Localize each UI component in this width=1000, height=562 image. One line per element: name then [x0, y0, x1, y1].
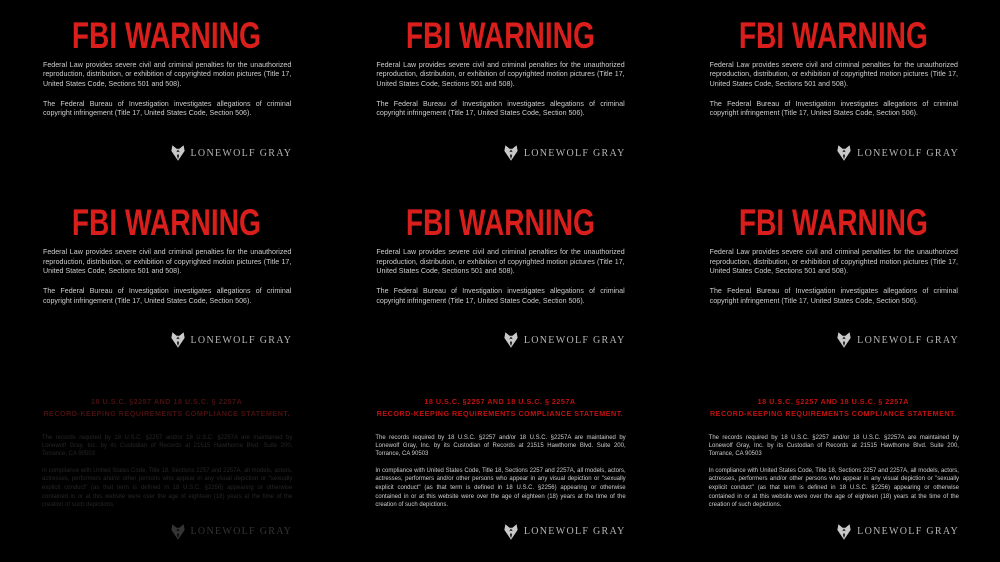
fbi-warning-title: FBI WARNING: [72, 202, 262, 244]
lonewolf-gray-wordmark: LONEWOLF GRAY: [190, 147, 293, 159]
lonewolf-gray-logo: [171, 145, 293, 161]
fbi-warning-frame[interactable]: [333, 0, 666, 187]
age-compliance-text: In compliance with United States Code, Title 18, Sections 2257 and 2257A, all models, actors, actresses, performers and/or other persons who appear in any visual depiction or "sexually explicit conduct" (as that term is defined in 18 U.S.C. §2256) appearing or otherwise contained in or at this website were over the age of eighteen (18) years at the time of the creation of such depictions.: [375, 467, 626, 509]
fbi-warning-frame[interactable]: [0, 187, 333, 374]
fbi-warning-title-wrap: [333, 202, 666, 244]
wolf-head-icon: [837, 332, 851, 348]
lonewolf-gray-logo: [504, 332, 626, 348]
fbi-investigation-text: The Federal Bureau of Investigation investigates allegations of criminal copyright infringement (Title 17, United States Code, Section 506).: [376, 100, 625, 118]
wolf-head-icon: [837, 145, 851, 161]
lonewolf-gray-wordmark: LONEWOLF GRAY: [190, 526, 293, 538]
fbi-warning-frame[interactable]: [0, 0, 333, 187]
fbi-warning-title-wrap: [0, 17, 333, 54]
lonewolf-gray-logo: [837, 524, 959, 540]
compliance-statement-frame-dim[interactable]: [0, 375, 333, 562]
compliance-title: [679, 396, 988, 420]
fbi-investigation-text: The Federal Bureau of Investigation investigates allegations of criminal copyright infringement (Title 17, United States Code, Section 506).: [43, 287, 292, 305]
records-custodian-text: The records required by 18 U.S.C. §2257 and/or 18 U.S.C. §2257A are maintained by Lonewolf Gray, Inc. by its Custodian of Records at 21515 Hawthorne Blvd. Suite 200, Torrance, CA 90503: [42, 434, 293, 458]
compliance-statement-frame[interactable]: [667, 375, 1000, 562]
wolf-head-icon: [504, 524, 518, 540]
wolf-head-icon: [171, 332, 185, 348]
lonewolf-gray-wordmark: LONEWOLF GRAY: [523, 526, 626, 538]
copyright-penalties-text: Federal Law provides severe civil and criminal penalties for the unauthorized reproduction, distribution, or exhibition of copyrighted motion pictures (Title 17, United States Code, Sections 501 and 508).: [43, 248, 292, 276]
lonewolf-gray-logo: [171, 332, 293, 348]
fbi-warning-title: FBI WARNING: [405, 15, 595, 56]
lonewolf-gray-logo: [837, 332, 959, 348]
lonewolf-gray-wordmark: LONEWOLF GRAY: [523, 334, 626, 346]
lonewolf-gray-wordmark: LONEWOLF GRAY: [857, 334, 959, 346]
copyright-penalties-text: Federal Law provides severe civil and criminal penalties for the unauthorized reproduction, distribution, or exhibition of copyrighted motion pictures (Title 17, United States Code, Sections 501 and 508).: [43, 61, 292, 88]
compliance-title-line1: 18 U.S.C. §2257 AND 18 U.S.C. § 2257A: [424, 396, 576, 406]
copyright-penalties-text: Federal Law provides severe civil and criminal penalties for the unauthorized reproduction, distribution, or exhibition of copyrighted motion pictures (Title 17, United States Code, Sections 501 and 508).: [709, 61, 958, 88]
lonewolf-gray-wordmark: LONEWOLF GRAY: [190, 334, 293, 346]
compliance-title-line2: RECORD-KEEPING REQUIREMENTS COMPLIANCE STATEMENT.: [709, 408, 957, 418]
records-custodian-text: The records required by 18 U.S.C. §2257 and/or 18 U.S.C. §2257A are maintained by Lonewolf Gray, Inc. by its Custodian of Records at 21515 Hawthorne Blvd. Suite 200, Torrance, CA 90503: [375, 434, 626, 458]
fbi-warning-frame[interactable]: [333, 187, 666, 374]
copyright-penalties-text: Federal Law provides severe civil and criminal penalties for the unauthorized reproduction, distribution, or exhibition of copyrighted motion pictures (Title 17, United States Code, Sections 501 and 508).: [709, 248, 958, 276]
fbi-warning-frame[interactable]: [667, 0, 1000, 187]
copyright-penalties-text: Federal Law provides severe civil and criminal penalties for the unauthorized reproduction, distribution, or exhibition of copyrighted motion pictures (Title 17, United States Code, Sections 501 and 508).: [376, 61, 625, 88]
compliance-title-line1: 18 U.S.C. §2257 AND 18 U.S.C. § 2257A: [757, 396, 909, 406]
wolf-head-icon: [504, 145, 518, 161]
compliance-title: [12, 396, 321, 420]
compliance-title-line2: RECORD-KEEPING REQUIREMENTS COMPLIANCE STATEMENT.: [43, 408, 290, 418]
fbi-warning-title-wrap: [0, 202, 333, 244]
lonewolf-gray-logo: [837, 145, 959, 161]
copyright-penalties-text: Federal Law provides severe civil and criminal penalties for the unauthorized reproduction, distribution, or exhibition of copyrighted motion pictures (Title 17, United States Code, Sections 501 and 508).: [376, 248, 625, 276]
lonewolf-gray-wordmark: LONEWOLF GRAY: [857, 526, 959, 538]
lonewolf-gray-logo: [171, 524, 293, 540]
age-compliance-text: In compliance with United States Code, Title 18, Sections 2257 and 2257A, all models, actors, actresses, performers and/or other persons who appear in any visual depiction or "sexually explicit conduct" (as that term is defined in 18 U.S.C. §2256) appearing or otherwise contained in or at this website were over the age of eighteen (18) years at the time of the creation of such depictions.: [42, 467, 293, 509]
fbi-warning-title: FBI WARNING: [405, 202, 595, 244]
fbi-investigation-text: The Federal Bureau of Investigation investigates allegations of criminal copyright infringement (Title 17, United States Code, Section 506).: [43, 100, 292, 118]
fbi-warning-title: FBI WARNING: [72, 15, 262, 56]
fbi-investigation-text: The Federal Bureau of Investigation investigates allegations of criminal copyright infringement (Title 17, United States Code, Section 506).: [709, 100, 958, 118]
lonewolf-gray-wordmark: LONEWOLF GRAY: [857, 147, 959, 159]
fbi-investigation-text: The Federal Bureau of Investigation investigates allegations of criminal copyright infringement (Title 17, United States Code, Section 506).: [376, 287, 625, 305]
compliance-title: [345, 396, 654, 420]
compliance-statement-frame[interactable]: [333, 375, 666, 562]
wolf-head-icon: [171, 524, 185, 540]
fbi-warning-title-wrap: [667, 202, 1000, 244]
records-custodian-text: The records required by 18 U.S.C. §2257 and/or 18 U.S.C. §2257A are maintained by Lonewolf Gray, Inc. by its Custodian of Records at 21515 Hawthorne Blvd. Suite 200, Torrance, CA 90503: [708, 434, 959, 458]
compliance-title-line1: 18 U.S.C. §2257 AND 18 U.S.C. § 2257A: [91, 396, 243, 406]
wolf-head-icon: [504, 332, 518, 348]
wolf-head-icon: [171, 145, 185, 161]
fbi-warning-title: FBI WARNING: [738, 15, 928, 56]
fbi-warning-title-wrap: [667, 17, 1000, 54]
fbi-investigation-text: The Federal Bureau of Investigation investigates allegations of criminal copyright infringement (Title 17, United States Code, Section 506).: [709, 287, 958, 305]
lonewolf-gray-logo: [504, 524, 626, 540]
compliance-title-line2: RECORD-KEEPING REQUIREMENTS COMPLIANCE STATEMENT.: [376, 408, 624, 418]
lonewolf-gray-logo: [504, 145, 626, 161]
fbi-warning-title-wrap: [333, 17, 666, 54]
age-compliance-text: In compliance with United States Code, Title 18, Sections 2257 and 2257A, all models, actors, actresses, performers and/or other persons who appear in any visual depiction or "sexually explicit conduct" (as that term is defined in 18 U.S.C. §2256) appearing or otherwise contained in or at this website were over the age of eighteen (18) years at the time of the creation of such depictions.: [708, 467, 959, 509]
lonewolf-gray-wordmark: LONEWOLF GRAY: [523, 147, 626, 159]
fbi-warning-title: FBI WARNING: [738, 202, 928, 244]
wolf-head-icon: [837, 524, 851, 540]
fbi-warning-frame[interactable]: [667, 187, 1000, 374]
